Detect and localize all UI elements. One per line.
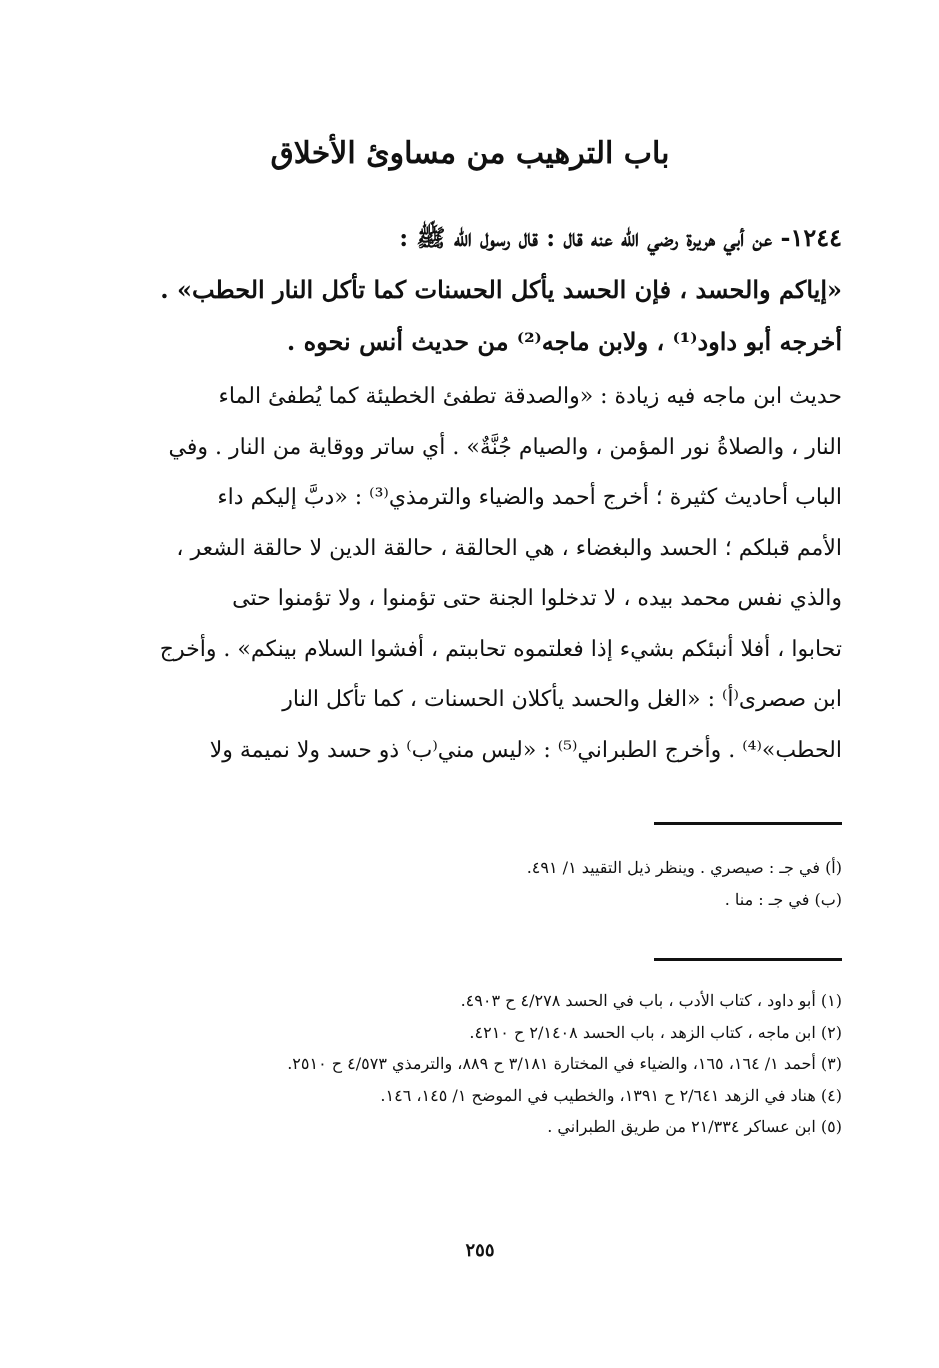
footnotes — [162, 985, 842, 1143]
footnotes-divider — [654, 958, 842, 961]
footnote: (٥) ابن عساكر ٢١/٣٣٤ من طريق الطبراني . — [547, 1117, 842, 1136]
commentary-line: تحابوا ، أفلا أنبئكم بشيء إذا فعلتموه تحاببتم ، أفشوا السلام بينكم» . وأخرج — [159, 636, 842, 662]
variant-note: (أ) في جـ : صيصري . وينظر ذيل التقييد ١/ ٤٩١. — [526, 858, 842, 877]
commentary-block — [159, 372, 842, 776]
commentary-line: الباب أحاديث كثيرة ؛ أخرج أحمد والضياء والترمذي⁽³⁾ : «دبَّ إليكم داء — [217, 485, 842, 510]
footnote: (٤) هناد في الزهد ٢/٦٤١ ح ١٣٩١، والخطيب في الموضح ١/ ١٤٥، ١٤٦. — [380, 1085, 842, 1105]
commentary-line: الحطب»⁽⁴⁾ . وأخرج الطبراني⁽⁵⁾ : «ليس مني⁽ب⁾ ذو حسد ولا نميمة ولا — [209, 737, 842, 763]
variant-note: (ب) في جـ : منا . — [724, 889, 842, 909]
commentary-line: ابن صصرى⁽أ⁾ : «الغل والحسد يأكلان الحسنات ، كما تأكل النار — [282, 687, 842, 712]
commentary-line: والذي نفس محمد بيده ، لا تدخلوا الجنة حتى تؤمنوا ، ولا تؤمنوا حتى — [232, 586, 842, 611]
hadith-line: ١٢٤٤- عن أبي هريرة رضي الله عنه قال : قال رسول الله ﷺ : — [399, 223, 842, 252]
footnote: (٢) ابن ماجه ، كتاب الزهد ، باب الحسد ٢/١٤٠٨ ح ٤٢١٠. — [469, 1022, 842, 1042]
commentary-line: الأمم قبلكم ؛ الحسد والبغضاء ، هي الحالقة ، حالقة الدين لا حالقة الشعر ، — [176, 535, 842, 561]
commentary-line: النار ، والصلاةُ نور المؤمن ، والصيام جُنَّةٌ» . أي ساتر ووقاية من النار . وفي — [168, 434, 842, 460]
hadith-line: أخرجه أبو داود⁽¹⁾ ، ولابن ماجه⁽²⁾ من حديث أنس نحوه . — [286, 327, 842, 356]
chapter-title: باب الترهيب من مساوئ الأخلاق — [270, 136, 670, 171]
hadith-block — [160, 212, 842, 368]
footnote: (١) أبو داود ، كتاب الأدب ، باب في الحسد ٤/٢٧٨ ح ٤٩٠٣. — [460, 991, 842, 1010]
hadith-line: «إياكم والحسد ، فإن الحسد يأكل الحسنات كما تأكل النار الحطب» . — [160, 275, 842, 304]
page-number: ٢٥٥ — [465, 1240, 495, 1261]
variant-notes — [162, 852, 842, 915]
commentary-line: حديث ابن ماجه فيه زيادة : «والصدقة تطفئ الخطيئة كما يُطفئ الماء — [218, 384, 842, 409]
footnote: (٣) أحمد ١/ ١٦٤، ١٦٥، والضياء في المختارة ٣/١٨١ ح ٨٨٩، والترمذي ٤/٥٧٣ ح ٢٥١٠. — [287, 1054, 842, 1073]
variant-notes-divider — [654, 822, 842, 825]
